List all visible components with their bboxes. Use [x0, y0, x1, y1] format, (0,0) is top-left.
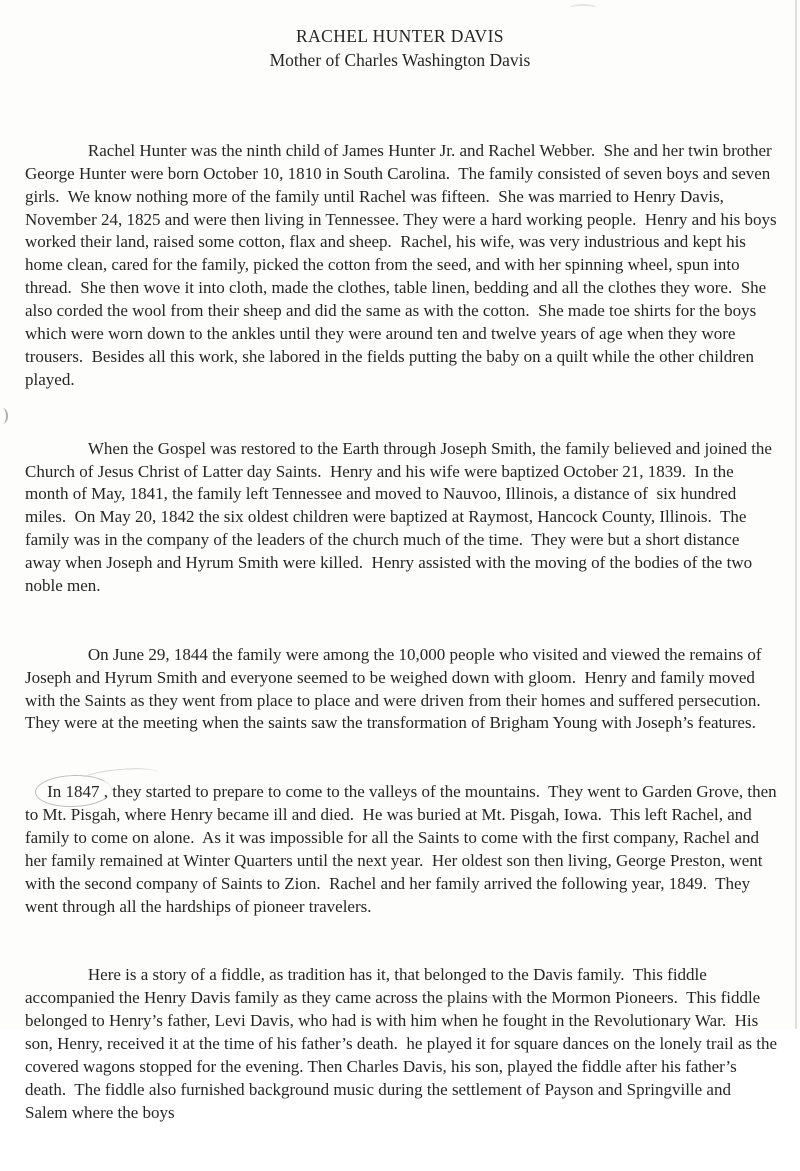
document-header — [0, 0, 800, 71]
page-title: RACHEL HUNTER DAVIS — [296, 26, 504, 46]
paragraph-june-1844: On June 29, 1844 the family were among the 10,000 people who visited and viewed the remains of Joseph and Hyrum Smith and everyone seemed to be weighed down with gloom. Henry and family moved with the Saints as they went from place to place and were driven from their homes and suffered persecution. They were at the meeting when the saints saw the transformation of Brigham Young with Joseph’s features. — [25, 644, 769, 733]
paragraph-1847-journey — [25, 781, 781, 918]
paragraph-family-origins: Rachel Hunter was the ninth child of James Hunter Jr. and Rachel Webber. She and her twin brother George Hunter were born October 10, 1810 in South Carolina. The family consisted of seven boys and seven girls. We know nothing more of the family until Rachel was fifteen. She was married to Henry Davis, November 24, 1825 and were then living in Tennessee. They were a hard working people. Henry and his boys worked their land, raised some cotton, flax and sheep. Rachel, his wife, was very industrious and kept his home clean, cared for the family, picked the cotton from the seed, and with her spinning wheel, spun into thread. She then wove it into cloth, made the clothes, table linen, bedding and all the clothes they wore. She also corded the wool from their sheep and did the same as with the cotton. She made toe shirts for the boys which were worn down to the ankles until they were around ten and twelve years of age when they wore trousers. Besides all this work, she labored in the fields putting the baby on a quilt while the other children played. — [25, 140, 781, 389]
paragraph-gospel-restored: When the Gospel was restored to the Earth through Joseph Smith, the family believed and joined the Church of Jesus Christ of Latter day Saints. Henry and his wife were baptized October 21, 1839. In the month of May, 1841, the family left Tennessee and moved to Nauvoo, Illinois, a distance of six hundred miles. On May 20, 1842 the six oldest children were baptized at Raymost, Hancock County, Illinois. The family was in the company of the leaders of the church much of the time. They were but a short distance away when Joseph and Hyrum Smith were killed. Henry assisted with the moving of the bodies of the two noble men. — [25, 438, 777, 596]
scan-artifact-right-edge-line — [795, 0, 797, 1029]
scan-artifact-top-smudge — [570, 4, 596, 11]
pencil-circle-annotation: In 1847 , — [47, 782, 109, 802]
page-subtitle: Mother of Charles Washington Davis — [269, 50, 531, 70]
paragraph-fiddle-story: Here is a story of a fiddle, as tradition has it, that belonged to the Davis family. This fiddle accompanied the Henry Davis family as they came across the plains with the Mormon Pioneers. This fiddle belonged to Henry’s father, Levi Davis, who had is with him when he fought in the Revolutionary War. His son, Henry, received it at the time of his father’s death. he played it for square dances on the lonely trail as the covered wagons stopped for the evening. Then Charles Davis, his son, played the fiddle after his father’s death. The fiddle also furnished background music during the settlement of Payson and Springville and Salem where the boys — [25, 965, 782, 1122]
scan-artifact-left-edge-mark — [0, 408, 8, 424]
paragraph-1847-journey-text: they started to prepare to come to the valleys of the mountains. They went to Garden Grove, then to Mt. Pisgah, where Henry became ill and died. He was buried at Mt. Pisgah, Iowa. This left Rachel, and family to come on alone. As it was impossible for all the Saints to come with the first company, Rachel and her family remained at Winter Quarters until the next year. Her oldest son then living, George Preston, went with the second company of Saints to Zion. Rachel and her family arrived the following year, 1849. They went through all the hardships of pioneer travelers. — [25, 782, 781, 916]
document-body — [25, 94, 782, 1171]
